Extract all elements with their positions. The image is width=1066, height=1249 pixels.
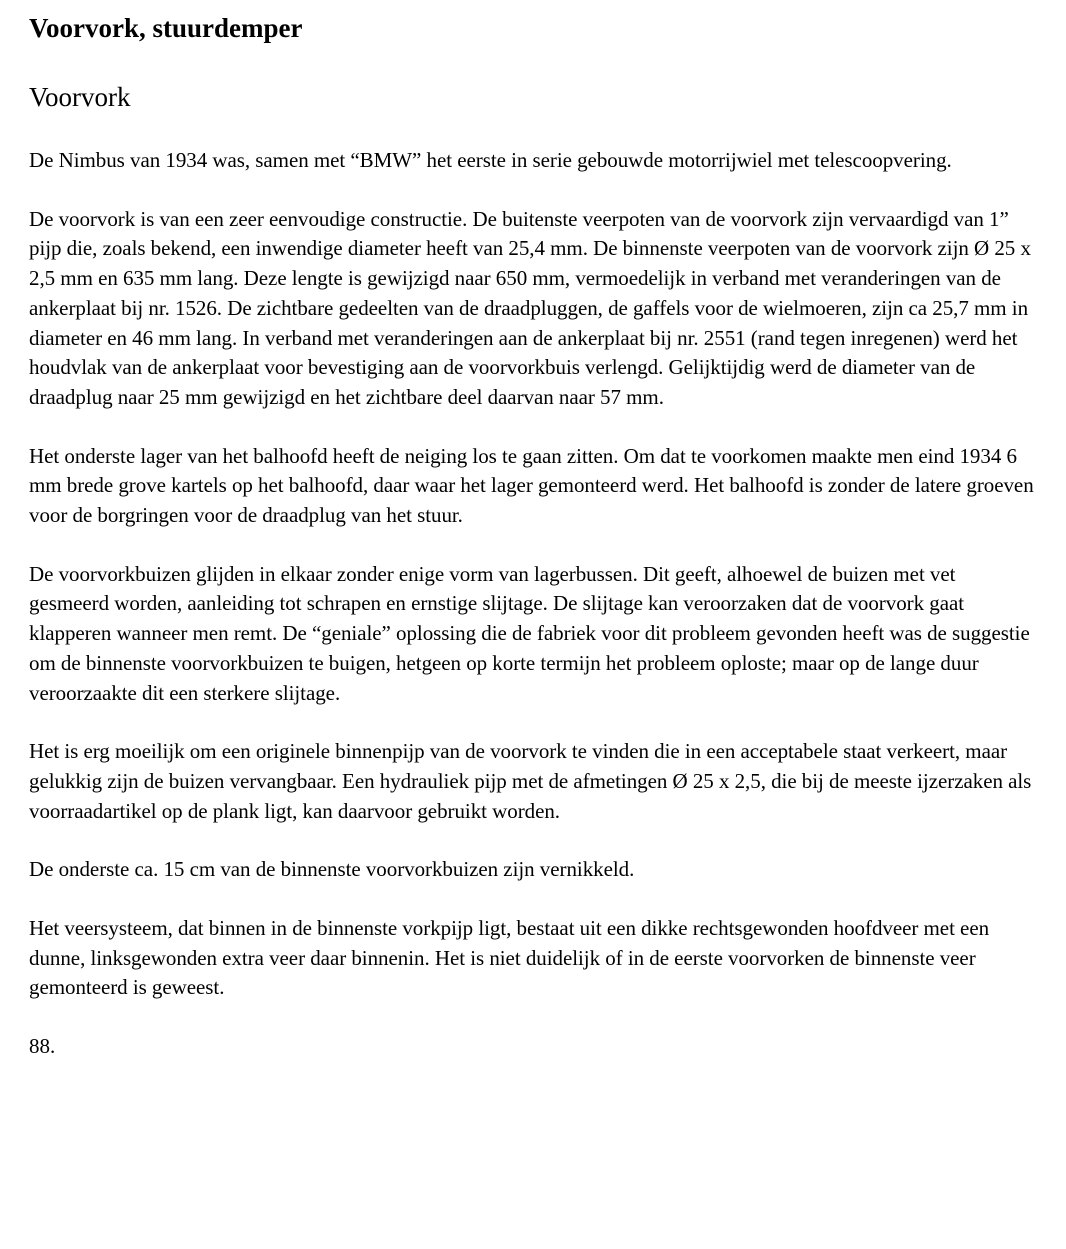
document-title: Voorvork, stuurdemper xyxy=(29,13,303,43)
paragraph: Het is erg moeilijk om een originele binnenpijp van de voorvork te vinden die in een acceptabele staat verkeert, maar gelukkig zijn de buizen vervangbaar. Een hydrauliek pijp met de afmetingen Ø 25 x 2,5, die bij de meeste ijzerzaken als voorraadartikel op de plank ligt, kan daarvoor gebruikt worden. xyxy=(29,739,1032,823)
document-page xyxy=(29,12,1039,1062)
paragraph: Het veersysteem, dat binnen in de binnenste vorkpijp ligt, bestaat uit een dikke rechtsgewonden hoofdveer met een dunne, linksgewonden extra veer daar binnenin. Het is niet duidelijk of in de eerste voorvorken de binnenste veer gemonteerd is geweest. xyxy=(29,916,990,1000)
paragraph: De Nimbus van 1934 was, samen met “BMW” het eerste in serie gebouwde motorrijwiel met telescoopvering. xyxy=(29,148,952,172)
paragraph: De voorvork is van een zeer eenvoudige constructie. De buitenste veerpoten van de voorvork zijn vervaardigd van 1” pijp die, zoals bekend, een inwendige diameter heeft van 25,4 mm. De binnenste veerpoten van de voorvork zijn Ø 25 x 2,5 mm en 635 mm lang. Deze lengte is gewijzigd naar 650 mm, vermoedelijk in verband met veranderingen van de ankerplaat bij nr. 1526. De zichtbare gedeelten van de draadpluggen, de gaffels voor de wielmoeren, zijn ca 25,7 mm in diameter en 46 mm lang. In verband met veranderingen aan de ankerplaat bij nr. 2551 (rand tegen inregenen) werd het houdvlak van de ankerplaat voor bevestiging aan de voorvorkbuis verlengd. Gelijktijdig werd de diameter van de draadplug naar 25 mm gewijzigd en het zichtbare deel daarvan naar 57 mm. xyxy=(29,206,1031,409)
paragraph: De voorvorkbuizen glijden in elkaar zonder enige vorm van lagerbussen. Dit geeft, alhoewel de buizen met vet gesmeerd worden, aanleiding tot schrapen en ernstige slijtage. De slijtage kan veroorzaken dat de voorvork gaat klapperen wanneer men remt. De “geniale” oplossing die de fabriek voor dit probleem gevonden heeft was de suggestie om de binnenste voorvorkbuizen te buigen, hetgeen op korte termijn het probleem oploste; maar op de lange duur veroorzaakte dit een sterkere slijtage. xyxy=(29,561,1030,705)
paragraph: De onderste ca. 15 cm van de binnenste voorvorkbuizen zijn vernikkeld. xyxy=(29,857,635,882)
page-number: 88. xyxy=(29,1034,56,1059)
paragraph: Het onderste lager van het balhoofd heeft de neiging los te gaan zitten. Om dat te voorkomen maakte men eind 1934 6 mm brede grove kartels op het balhoofd, daar waar het lager gemonteerd werd. Het balhoofd is zonder de latere groeven voor de borgringen voor de draadplug van het stuur. xyxy=(29,443,1034,528)
section-heading: Voorvork xyxy=(29,82,131,112)
